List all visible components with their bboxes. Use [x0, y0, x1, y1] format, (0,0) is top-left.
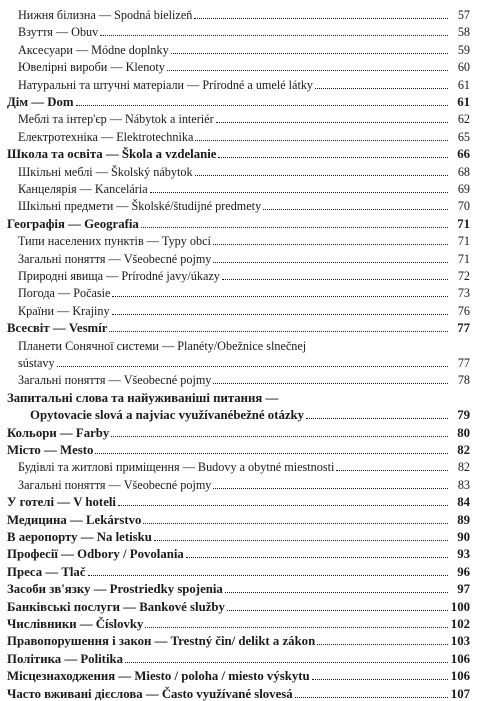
toc-page-number: 71 [457, 234, 470, 249]
toc-page-number: 66 [457, 147, 470, 162]
dot-leader [315, 88, 448, 89]
toc-entry-title: Типи населених пунктів — Typy obcí [18, 234, 211, 249]
toc-entry-title: У готелі — V hoteli [7, 495, 116, 510]
toc-page-number: 83 [457, 477, 470, 492]
toc-page-number: 102 [450, 617, 470, 631]
toc-page-number: 59 [457, 42, 470, 57]
toc-entry-title: Будівлі та житлові приміщення — Budovy a obytné miestnosti [18, 460, 335, 475]
toc-entry-title: Банківські послуги — Bankové služby [7, 599, 225, 614]
toc-page-number: 76 [457, 303, 470, 318]
toc-entry-title: Школа та освіта — Škola a vzdelanie [7, 147, 217, 162]
dot-leader [111, 436, 448, 437]
toc-entry[interactable] [0, 161, 479, 179]
dot-leader [295, 697, 448, 698]
dot-leader [143, 523, 448, 524]
toc-page-number: 58 [457, 25, 470, 40]
toc-entry[interactable] [0, 509, 479, 527]
dot-leader [317, 644, 448, 645]
dot-leader [213, 244, 448, 245]
dot-leader [227, 610, 448, 611]
toc-entry[interactable] [0, 613, 479, 631]
toc-entry[interactable] [0, 491, 479, 509]
dot-leader [100, 35, 448, 36]
toc-entry[interactable] [0, 74, 479, 92]
toc-entry[interactable] [0, 422, 479, 440]
toc-page-number: 82 [457, 443, 470, 457]
toc-page-number: 103 [450, 634, 470, 649]
dot-leader [167, 70, 448, 71]
dot-leader [57, 366, 448, 367]
dot-leader [150, 192, 448, 193]
toc-entry[interactable] [0, 4, 479, 22]
toc-entry-title: Запитальні слова та найуживаніші питання — [7, 390, 279, 405]
toc-page-number: 100 [450, 599, 470, 614]
toc-entry-title: Країни — Krajiny [18, 303, 110, 318]
toc-entry[interactable] [0, 248, 479, 266]
toc-entry-title: Загальні поняття — Všeobecné pojmy [18, 373, 212, 388]
toc-entry-title: Кольори — Farby [7, 425, 110, 440]
toc-entry-title: Місцезнаходження — Miesto / poloha / miesto výskytu [7, 669, 310, 684]
toc-entry-continuation: sústavy [18, 356, 55, 370]
toc-entry-title: Натуральні та штучні матеріали — Prírodné a umelé látky [18, 77, 314, 92]
dot-leader [109, 331, 448, 332]
toc-page-number: 90 [457, 530, 470, 544]
dot-leader [145, 627, 448, 628]
dot-leader [125, 662, 448, 663]
dot-leader [112, 314, 448, 315]
toc-entry-title-line [0, 387, 479, 405]
toc-page-number: 77 [457, 356, 470, 370]
toc-entry-title: Дім — Dom [7, 95, 74, 109]
dot-leader [186, 557, 448, 558]
toc-page-number: 84 [457, 495, 470, 510]
toc-page-number: 79 [457, 408, 470, 423]
toc-entry-title: Шкільні предмети — Školské/študijné predmety [18, 199, 262, 214]
toc-page-number: 69 [457, 182, 470, 196]
toc-entry[interactable] [0, 195, 479, 213]
toc-entry[interactable] [0, 230, 479, 248]
toc-entry[interactable] [0, 39, 479, 57]
toc-entry-title: Канцелярія — Kancelária [18, 182, 148, 196]
dot-leader [118, 505, 448, 506]
toc-entry[interactable] [0, 596, 479, 614]
toc-page-number: 80 [457, 425, 470, 440]
toc-entry[interactable] [0, 265, 479, 283]
dot-leader [213, 262, 448, 263]
toc-page-number: 61 [457, 77, 470, 92]
toc-page-number: 73 [457, 286, 470, 301]
toc-page-number: 72 [457, 269, 470, 283]
toc-entry-title: Часто вживані дієслова — Často využívané slovesá [7, 686, 293, 701]
toc-entry[interactable] [0, 56, 479, 74]
toc-entry-title: Природні явища — Prírodné javy/úkazy [18, 269, 220, 283]
toc-entry[interactable] [0, 526, 479, 544]
toc-entry-title: Електротехніка — Elektrotechnika [18, 129, 194, 144]
toc-page-number: 68 [457, 164, 470, 179]
toc-entry[interactable] [0, 456, 479, 474]
toc-entry-title: Всесвіт — Vesmír [7, 321, 108, 336]
dot-leader [306, 418, 448, 419]
toc-entry[interactable] [0, 213, 479, 231]
dot-leader [195, 175, 448, 176]
toc-page-number: 89 [457, 512, 470, 527]
toc-page-number: 107 [450, 686, 470, 701]
dot-leader [195, 140, 448, 141]
dot-leader [76, 105, 448, 106]
toc-entry-title: Меблі та інтер'єр — Nábytok a interiér [18, 112, 214, 127]
toc-entry-title: Політика — Politika [7, 651, 124, 666]
toc-entry-title: Нижня білизна — Spodná bielizeň [18, 8, 193, 22]
toc-entry[interactable] [0, 648, 479, 666]
toc-entry-title: Преса — Tlač [7, 564, 86, 579]
toc-page-number: 96 [457, 564, 470, 579]
toc-page-number: 106 [450, 651, 470, 666]
dot-leader [154, 540, 448, 541]
dot-leader [336, 470, 448, 471]
toc-page-number: 60 [457, 60, 470, 75]
toc-page-number: 65 [457, 129, 470, 144]
toc-entry-title: Правопорушення і закон — Trestný čin/ delikt a zákon [7, 634, 316, 649]
toc-entry[interactable] [0, 665, 479, 683]
toc-page-number: 70 [457, 199, 470, 214]
toc-entry-title: Місто — Mesto [7, 443, 94, 457]
toc-entry[interactable] [0, 126, 479, 144]
toc-entry-title: Аксесуари — Módne doplnky [18, 42, 169, 57]
toc-entry-title: Географія — Geografia [7, 216, 139, 231]
dot-leader [88, 575, 448, 576]
toc-entry[interactable] [0, 21, 479, 39]
toc-page-number: 62 [457, 112, 470, 127]
dot-leader [213, 488, 448, 489]
toc-page-number: 78 [457, 373, 470, 388]
dot-leader [218, 157, 448, 158]
toc-entry[interactable] [0, 404, 479, 422]
toc-entry-title: Професії — Odbory / Povolania [7, 547, 184, 562]
toc-entry-continuation: Opytovacie slová a najviac využívanébežné otázky [30, 408, 305, 423]
dot-leader [312, 679, 448, 680]
toc-entry[interactable] [0, 630, 479, 648]
toc-entry[interactable] [0, 578, 479, 596]
toc-entry-title: Загальні поняття — Všeobecné pojmy [18, 477, 212, 492]
toc-entry-title: Взуття — Obuv [18, 25, 99, 40]
dot-leader [95, 453, 448, 454]
dot-leader [171, 53, 448, 54]
toc-entry-title: Медицина — Lekárstvo [7, 512, 142, 527]
toc-entry[interactable] [0, 91, 479, 109]
toc-entry[interactable] [0, 439, 479, 457]
toc-page-number: 106 [450, 669, 470, 684]
toc-entry[interactable] [0, 282, 479, 300]
toc-entry[interactable] [0, 369, 479, 387]
dot-leader [112, 296, 448, 297]
toc-entry-title: Планети Сонячної системи — Planéty/Obežnice slnečnej [18, 338, 307, 353]
toc-entry[interactable] [0, 352, 479, 370]
toc-entry-title: Ювелірні вироби — Klenoty [18, 60, 165, 75]
toc-entry[interactable] [0, 143, 479, 161]
dot-leader [225, 592, 448, 593]
dot-leader [141, 227, 448, 228]
dot-leader [222, 279, 448, 280]
dot-leader [194, 18, 448, 19]
toc-page-number: 61 [457, 95, 470, 109]
toc-page-number: 93 [457, 547, 470, 562]
toc-entry[interactable] [0, 543, 479, 561]
toc-page-number: 57 [457, 8, 470, 22]
toc-entry[interactable] [0, 317, 479, 335]
toc-entry-title: Числівники — Číslovky [7, 617, 144, 631]
dot-leader [216, 122, 448, 123]
toc-entry[interactable] [0, 683, 479, 701]
toc-entry-title: Погода — Počasie [18, 286, 111, 301]
toc-entry[interactable] [0, 178, 479, 196]
toc-page-number: 97 [457, 582, 470, 597]
toc-entry[interactable] [0, 561, 479, 579]
toc-page-number: 77 [457, 321, 470, 336]
toc-entry[interactable] [0, 474, 479, 492]
toc-entry[interactable] [0, 108, 479, 126]
dot-leader [213, 383, 448, 384]
toc-entry-title: Загальні поняття — Všeobecné pojmy [18, 251, 212, 266]
toc-entry-title: Шкільні меблі — Školský nábytok [18, 164, 193, 179]
toc-entry-title: Засоби зв'язку — Prostriedky spojenia [7, 582, 223, 597]
toc-page-number: 71 [457, 216, 470, 231]
toc-page-number: 82 [457, 460, 470, 475]
toc-page-number: 71 [457, 251, 470, 266]
toc-entry[interactable] [0, 300, 479, 318]
dot-leader [263, 209, 448, 210]
toc-entry-title: В аеропорту — Na letisku [7, 530, 152, 544]
toc-entry-title-line [0, 335, 479, 353]
